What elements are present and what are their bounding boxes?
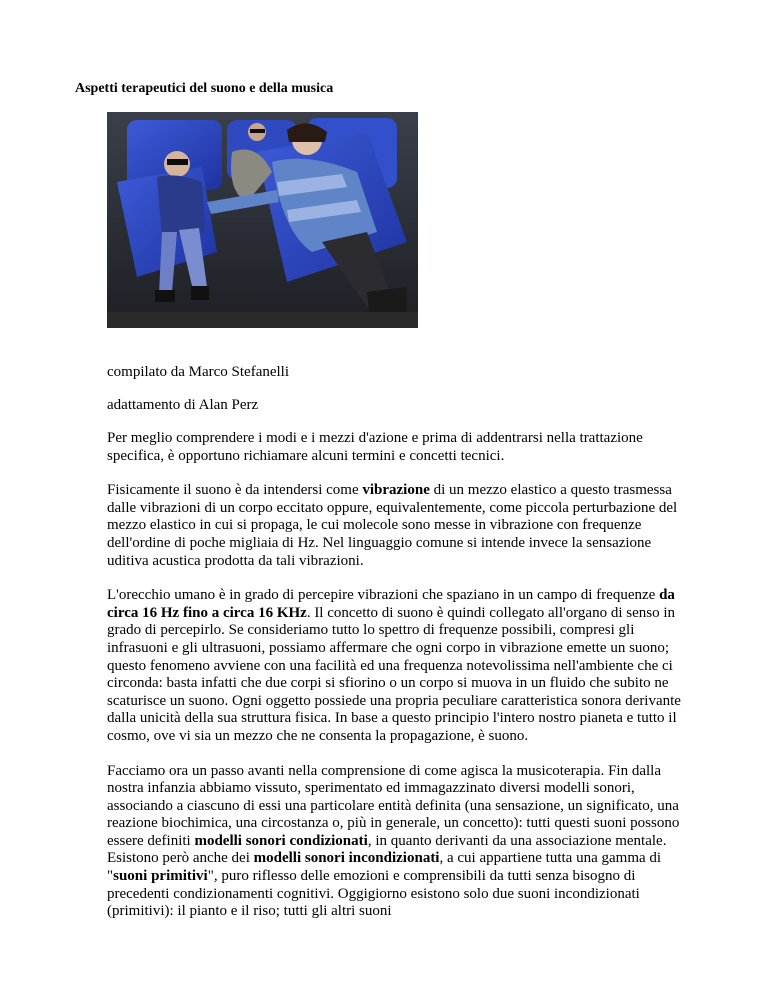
body-paragraph <box>107 430 681 465</box>
text-run: . Il concetto di suono è quindi collegato all'organo di senso in grado di percepirlo. Se consideriamo tutto lo spettro di frequenze possibili, compresi gli infrasuoni e gli ultrasuoni, possiamo affermare che ogni corpo in vibrazione emette un suono; questo fenomeno avviene con una facilità ed una frequenza notevolissima nell'ambiente che ci circonda: basta infatti che due corpi si sfiorino o un corpo si muova in un fluido che subito ne scaturisce un suono. Ogni oggetto possiede una propria peculiare caratteristica sonora derivante dalla unicità della sua struttura fisica. In base a questo principio l'intero nostro pianeta e tutto il cosmo, ove vi sia un mezzo che ne consenta la propagazione, è suono. <box>107 604 681 744</box>
text-run: di un mezzo elastico a questo trasmessa dalle vibrazioni di un corpo eccitato oppure, equivalentemente, come piccola perturbazione del mezzo elastico in cui si propaga, le cui molecole sono messe in vibrazione con frequenze dell'ordine di poche migliaia di Hz. Nel linguaggio comune si intende invece la sensazione uditiva acustica prodotta da tali vibrazioni. <box>107 482 678 569</box>
text-run: Facciamo ora un passo avanti nella comprensione di come agisca la musicoterapia. Fin dalla nostra infanzia abbiamo vissuto, sperimentato ed immagazzinato diversi modelli sonori, associando a ciascuno di essi una particolare entità definita (una sensazione, un significato, una reazione biochimica, una circostanza o, più in generale, un concetto): tutti questi suoni possono essere definiti <box>107 762 680 849</box>
photo-people-reclining-icon <box>107 112 418 328</box>
bold-term: da circa 16 Hz fino a circa 16 KHz <box>107 587 675 621</box>
text-run: Fisicamente il suono è da intendersi come <box>107 482 363 499</box>
document-title: Aspetti terapeutici del suono e della musica <box>75 81 334 96</box>
text-run: , in quanto derivanti da una associazione mentale. Esistono però anche dei <box>107 832 667 867</box>
photo-image <box>107 112 418 328</box>
body-paragraph <box>107 587 681 745</box>
text-run: , a cui appartiene tutta una gamma di " <box>107 850 662 885</box>
text-run: Per meglio comprendere i modi e i mezzi d'azione e prima di addentrarsi nella trattazione specifica, è opportuno richiamare alcuni termini e concetti tecnici. <box>107 430 643 464</box>
bold-term: modelli sonori incondizionati <box>253 850 440 867</box>
body-paragraph <box>107 482 681 570</box>
bold-term: modelli sonori condizionati <box>194 832 368 849</box>
article-body <box>107 430 681 938</box>
bold-term: vibrazione <box>362 482 430 499</box>
text-run: ", puro riflesso delle emozioni e comprensibili da tutti senza bisogno di precedenti condizionamenti cognitivi. Oggigiorno esistono solo due suoni incondizionati (primitivi): il pianto e il riso; tutti gli altri suoni <box>107 868 640 920</box>
compiled-by: compilato da Marco Stefanelli <box>107 364 290 380</box>
text-run: L'orecchio umano è in grado di percepire vibrazioni che spaziano in un campo di frequenze <box>107 587 660 604</box>
body-paragraph <box>107 763 681 921</box>
bold-term: suoni primitivi <box>113 868 208 885</box>
adapted-by: adattamento di Alan Perz <box>107 397 259 413</box>
